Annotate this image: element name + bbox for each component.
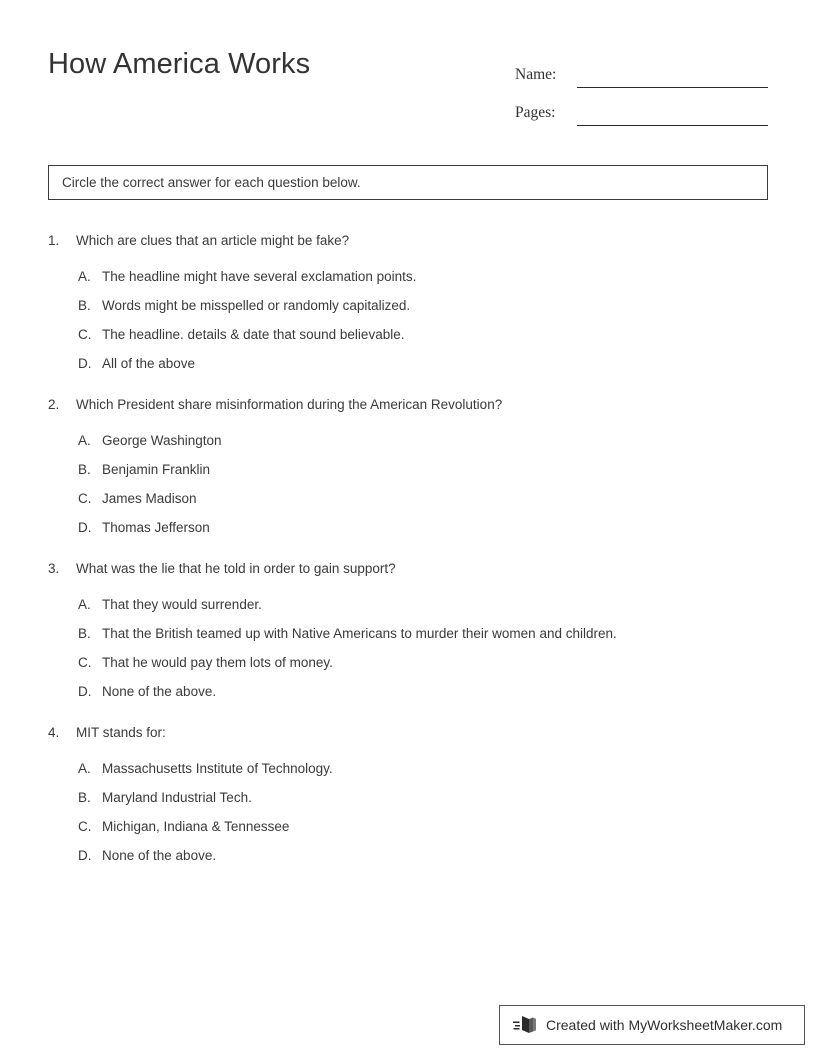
pages-field-writing-line[interactable] bbox=[577, 102, 768, 126]
choice-option[interactable] bbox=[78, 297, 788, 315]
choice-letter: A. bbox=[78, 433, 91, 448]
choice-option[interactable] bbox=[78, 625, 788, 643]
choice-text: The headline might have several exclamation points. bbox=[102, 269, 417, 284]
choice-option[interactable] bbox=[78, 519, 788, 537]
page-title: How America Works bbox=[48, 48, 311, 80]
choice-text: That the British teamed up with Native Americans to murder their women and children. bbox=[102, 626, 617, 641]
question-block bbox=[48, 559, 788, 701]
student-info-fields bbox=[515, 50, 768, 126]
choice-text: That they would surrender. bbox=[102, 597, 262, 612]
choice-option[interactable] bbox=[78, 818, 788, 836]
pages-field-row bbox=[515, 88, 768, 126]
choice-text: The headline. details & date that sound believable. bbox=[102, 327, 405, 342]
question-text: What was the lie that he told in order to gain support? bbox=[76, 561, 396, 576]
choice-option[interactable] bbox=[78, 326, 788, 344]
choice-option[interactable] bbox=[78, 789, 788, 807]
question-text: MIT stands for: bbox=[76, 725, 166, 740]
choice-letter: D. bbox=[78, 684, 92, 699]
choice-text: That he would pay them lots of money. bbox=[102, 655, 333, 670]
choice-letter: D. bbox=[78, 356, 92, 371]
choice-text: None of the above. bbox=[102, 684, 217, 699]
choice-option[interactable] bbox=[78, 490, 788, 508]
question-heading bbox=[48, 559, 788, 578]
choice-letter: C. bbox=[78, 491, 92, 506]
choice-list bbox=[48, 268, 788, 373]
question-block bbox=[48, 723, 788, 865]
choice-list bbox=[48, 760, 788, 865]
choice-letter: A. bbox=[78, 761, 91, 776]
choice-letter: A. bbox=[78, 269, 91, 284]
choice-text: All of the above bbox=[102, 356, 196, 371]
choice-option[interactable] bbox=[78, 432, 788, 450]
worksheet-maker-logo-icon bbox=[512, 1013, 538, 1037]
question-heading bbox=[48, 723, 788, 742]
choice-text: None of the above. bbox=[102, 848, 217, 863]
attribution-text: Created with MyWorksheetMaker.com bbox=[546, 1017, 783, 1033]
name-field-label: Name: bbox=[515, 66, 557, 83]
question-number: 1. bbox=[48, 233, 60, 248]
question-text: Which President share misinformation during the American Revolution? bbox=[76, 397, 503, 412]
question-heading bbox=[48, 395, 788, 414]
choice-list bbox=[48, 596, 788, 701]
question-heading bbox=[48, 231, 788, 250]
choice-letter: C. bbox=[78, 655, 92, 670]
choice-option[interactable] bbox=[78, 760, 788, 778]
choice-text: Maryland Industrial Tech. bbox=[102, 790, 252, 805]
choice-list bbox=[48, 432, 788, 537]
choice-letter: C. bbox=[78, 327, 92, 342]
question-number: 3. bbox=[48, 561, 60, 576]
choice-option[interactable] bbox=[78, 596, 788, 614]
question-block bbox=[48, 231, 788, 373]
name-field-writing-line[interactable] bbox=[577, 64, 768, 88]
choice-letter: D. bbox=[78, 520, 92, 535]
name-field-row bbox=[515, 50, 768, 88]
choice-text: Michigan, Indiana & Tennessee bbox=[102, 819, 290, 834]
choice-letter: B. bbox=[78, 626, 91, 641]
choice-text: Massachusetts Institute of Technology. bbox=[102, 761, 333, 776]
worksheet-header bbox=[48, 44, 768, 128]
choice-option[interactable] bbox=[78, 654, 788, 672]
attribution-badge[interactable] bbox=[499, 1005, 805, 1045]
instruction-text: Circle the correct answer for each question below. bbox=[62, 174, 361, 190]
choice-text: Benjamin Franklin bbox=[102, 462, 211, 477]
choice-option[interactable] bbox=[78, 355, 788, 373]
choice-letter: B. bbox=[78, 298, 91, 313]
choice-text: James Madison bbox=[102, 491, 197, 506]
choice-option[interactable] bbox=[78, 683, 788, 701]
question-number: 4. bbox=[48, 725, 60, 740]
choice-letter: C. bbox=[78, 819, 92, 834]
choice-text: Thomas Jefferson bbox=[102, 520, 210, 535]
choice-text: George Washington bbox=[102, 433, 222, 448]
choice-letter: B. bbox=[78, 790, 91, 805]
choice-option[interactable] bbox=[78, 268, 788, 286]
instruction-box bbox=[48, 165, 768, 200]
question-list bbox=[48, 231, 788, 887]
pages-field-label: Pages: bbox=[515, 104, 556, 121]
choice-option[interactable] bbox=[78, 847, 788, 865]
choice-letter: A. bbox=[78, 597, 91, 612]
choice-letter: D. bbox=[78, 848, 92, 863]
choice-letter: B. bbox=[78, 462, 91, 477]
question-text: Which are clues that an article might be fake? bbox=[76, 233, 350, 248]
choice-text: Words might be misspelled or randomly capitalized. bbox=[102, 298, 411, 313]
choice-option[interactable] bbox=[78, 461, 788, 479]
question-block bbox=[48, 395, 788, 537]
question-number: 2. bbox=[48, 397, 60, 412]
